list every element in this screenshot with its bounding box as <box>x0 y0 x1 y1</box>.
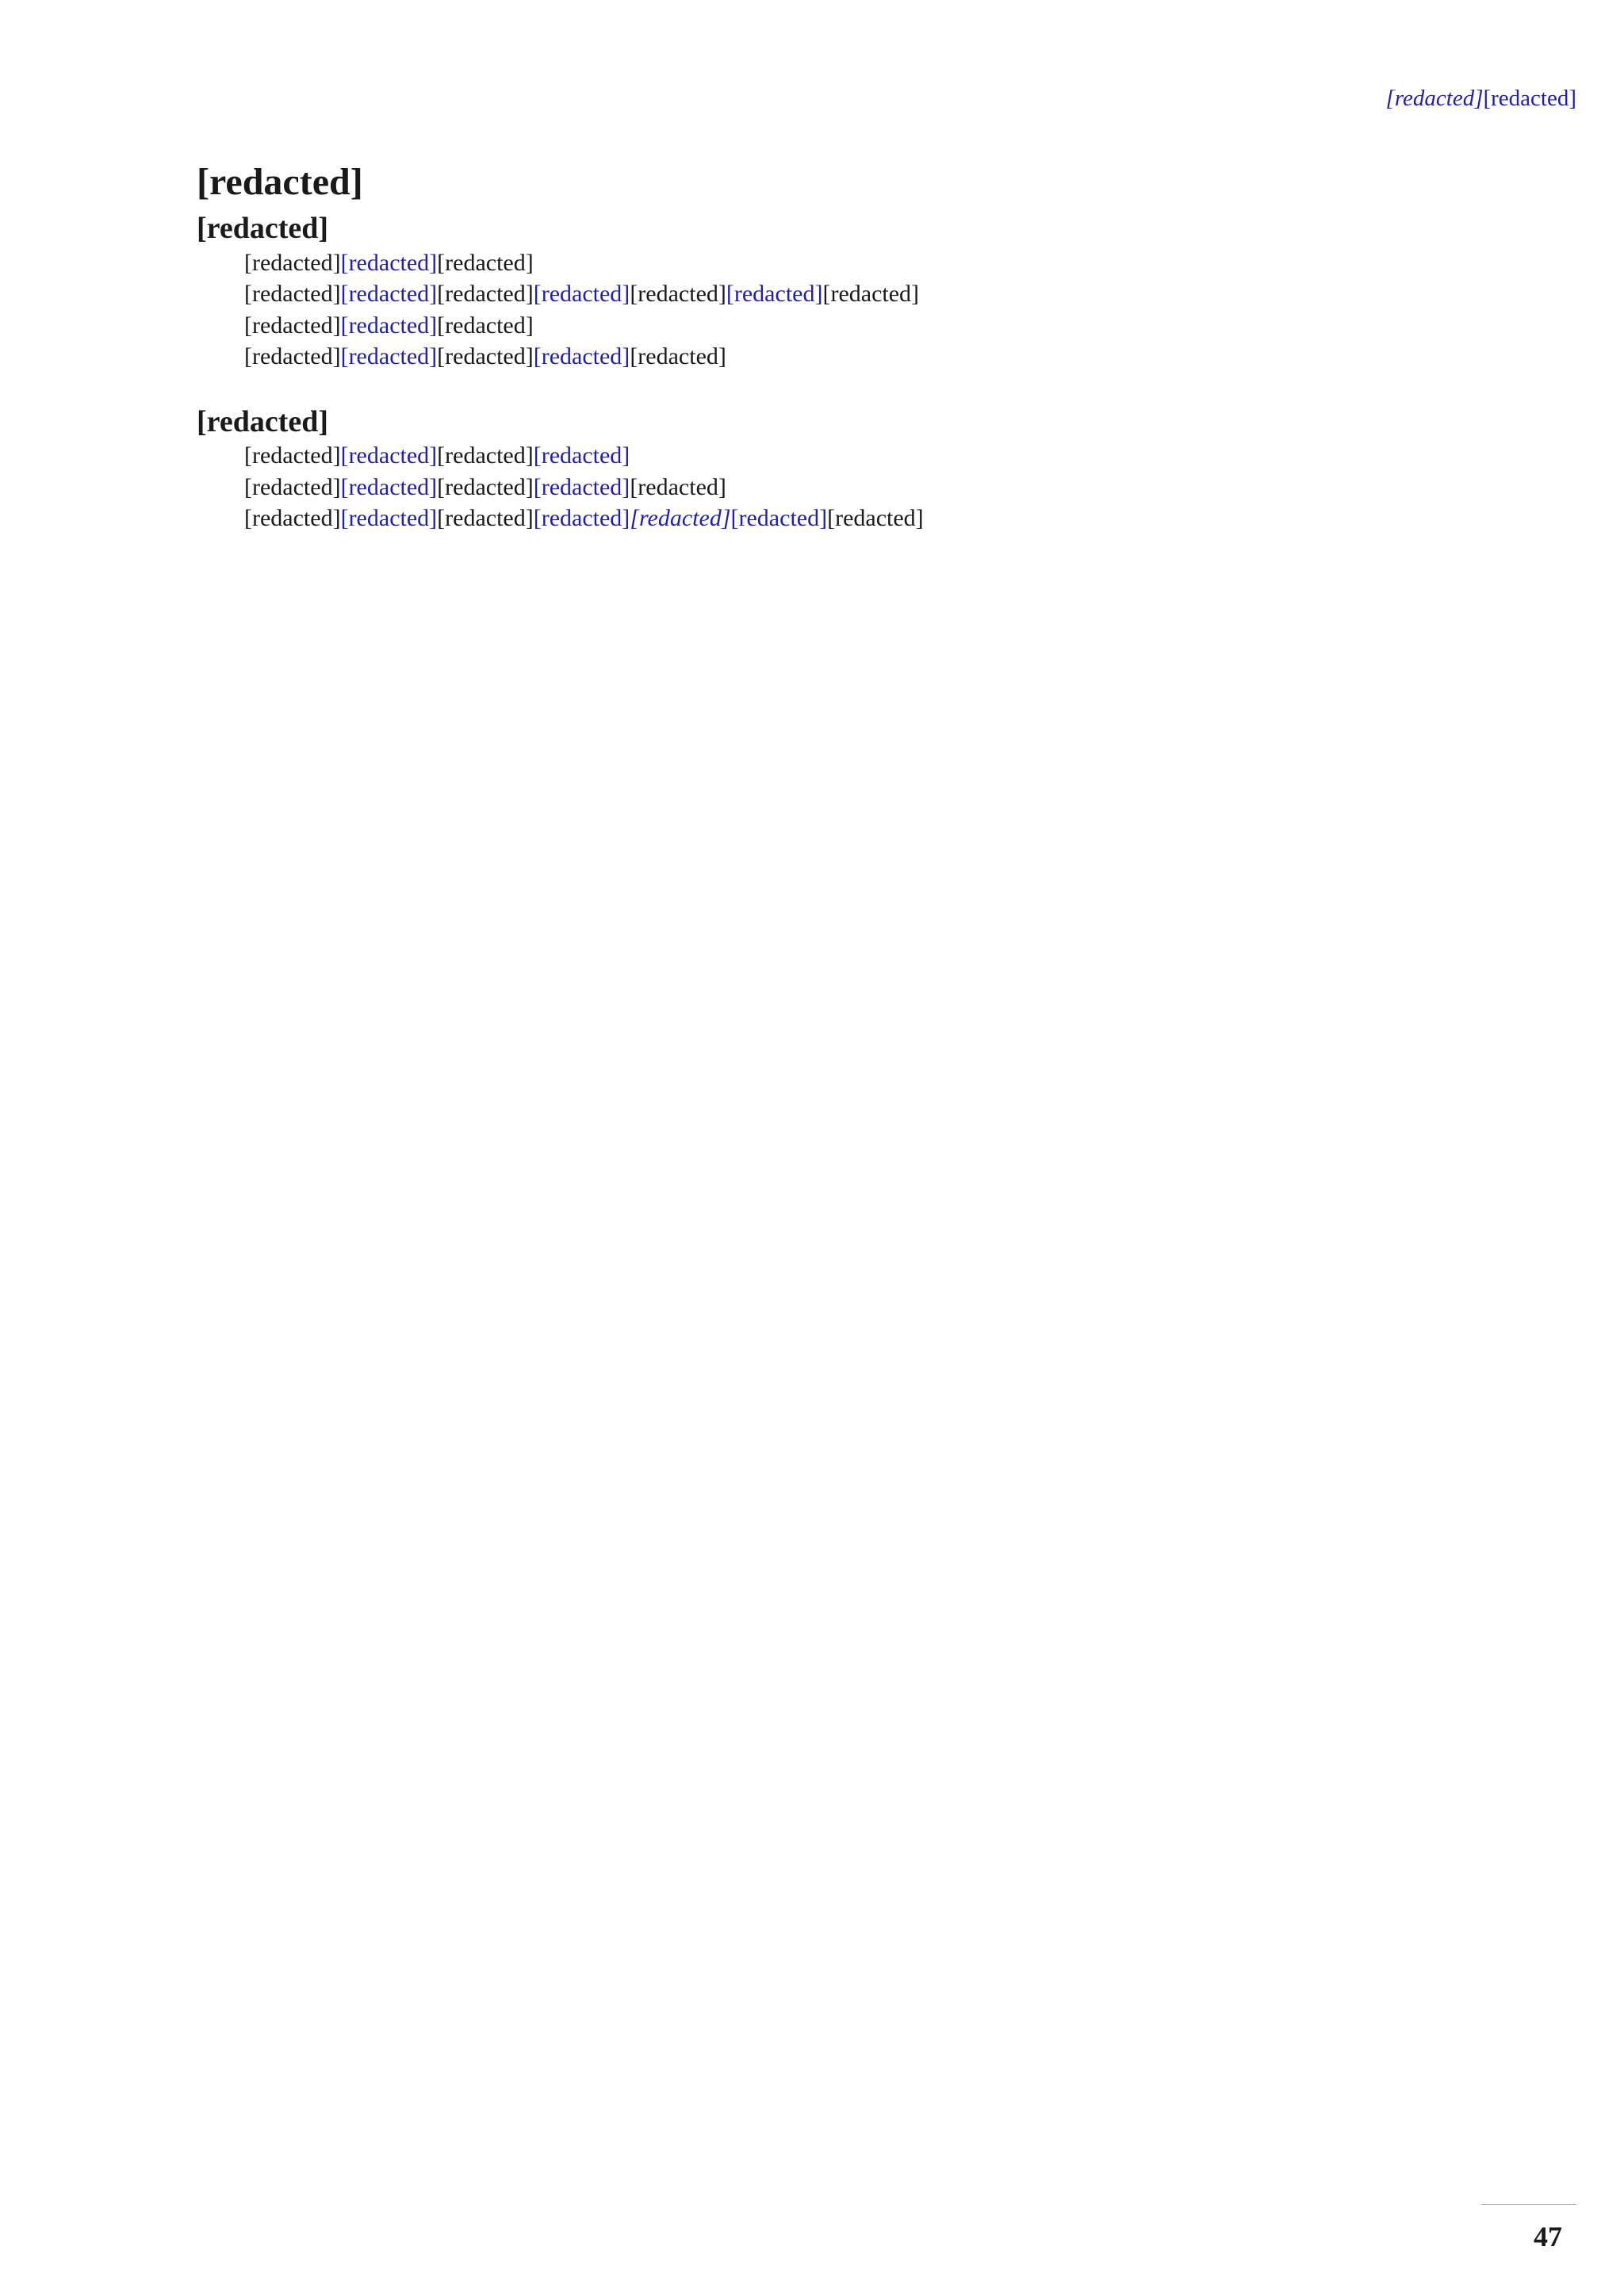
paragraph: [redacted][redacted][redacted][redacted][redacted] <box>244 473 726 500</box>
citation-link[interactable]: [redacted] <box>533 473 630 500</box>
footer-divider <box>1481 2204 1576 2205</box>
paragraph: [redacted][redacted][redacted] <box>244 312 534 339</box>
citation-link[interactable]: [redacted] <box>340 442 438 469</box>
citation-link[interactable]: [redacted] <box>533 442 630 469</box>
paragraph: [redacted][redacted][redacted][redacted] <box>244 442 630 469</box>
article-body <box>197 159 1478 534</box>
citation-link[interactable]: [redacted] <box>533 343 630 370</box>
citation-link[interactable]: [redacted] <box>340 473 438 500</box>
paragraph: [redacted][redacted][redacted][redacted][redacted][redacted][redacted] <box>244 505 924 532</box>
citation-link[interactable]: [redacted] <box>340 249 438 276</box>
citation-link[interactable]: [redacted][redacted][redacted] <box>533 505 828 532</box>
paragraph: [redacted][redacted][redacted] <box>244 249 534 276</box>
citation-link[interactable]: [redacted] <box>726 281 823 308</box>
journal-name: [redacted] <box>1385 86 1484 111</box>
journal-citation: [redacted] <box>1483 86 1576 111</box>
paragraph: [redacted][redacted][redacted][redacted][redacted] <box>244 343 726 370</box>
paragraph: [redacted][redacted][redacted][redacted][redacted][redacted][redacted] <box>244 281 920 308</box>
subsection-title-synthetic: [redacted] <box>197 404 329 438</box>
citation-link[interactable]: [redacted] <box>533 281 630 308</box>
citation-link[interactable]: [redacted] <box>340 505 438 532</box>
page-number: 47 <box>1534 2221 1562 2252</box>
citation-link[interactable]: [redacted] <box>340 343 438 370</box>
subsection-title-analytic: [redacted] <box>197 212 329 245</box>
citation-link[interactable]: [redacted] <box>340 281 438 308</box>
citation-link[interactable]: [redacted] <box>340 312 438 339</box>
running-header <box>1386 86 1576 112</box>
section-title: [redacted] <box>197 161 363 203</box>
